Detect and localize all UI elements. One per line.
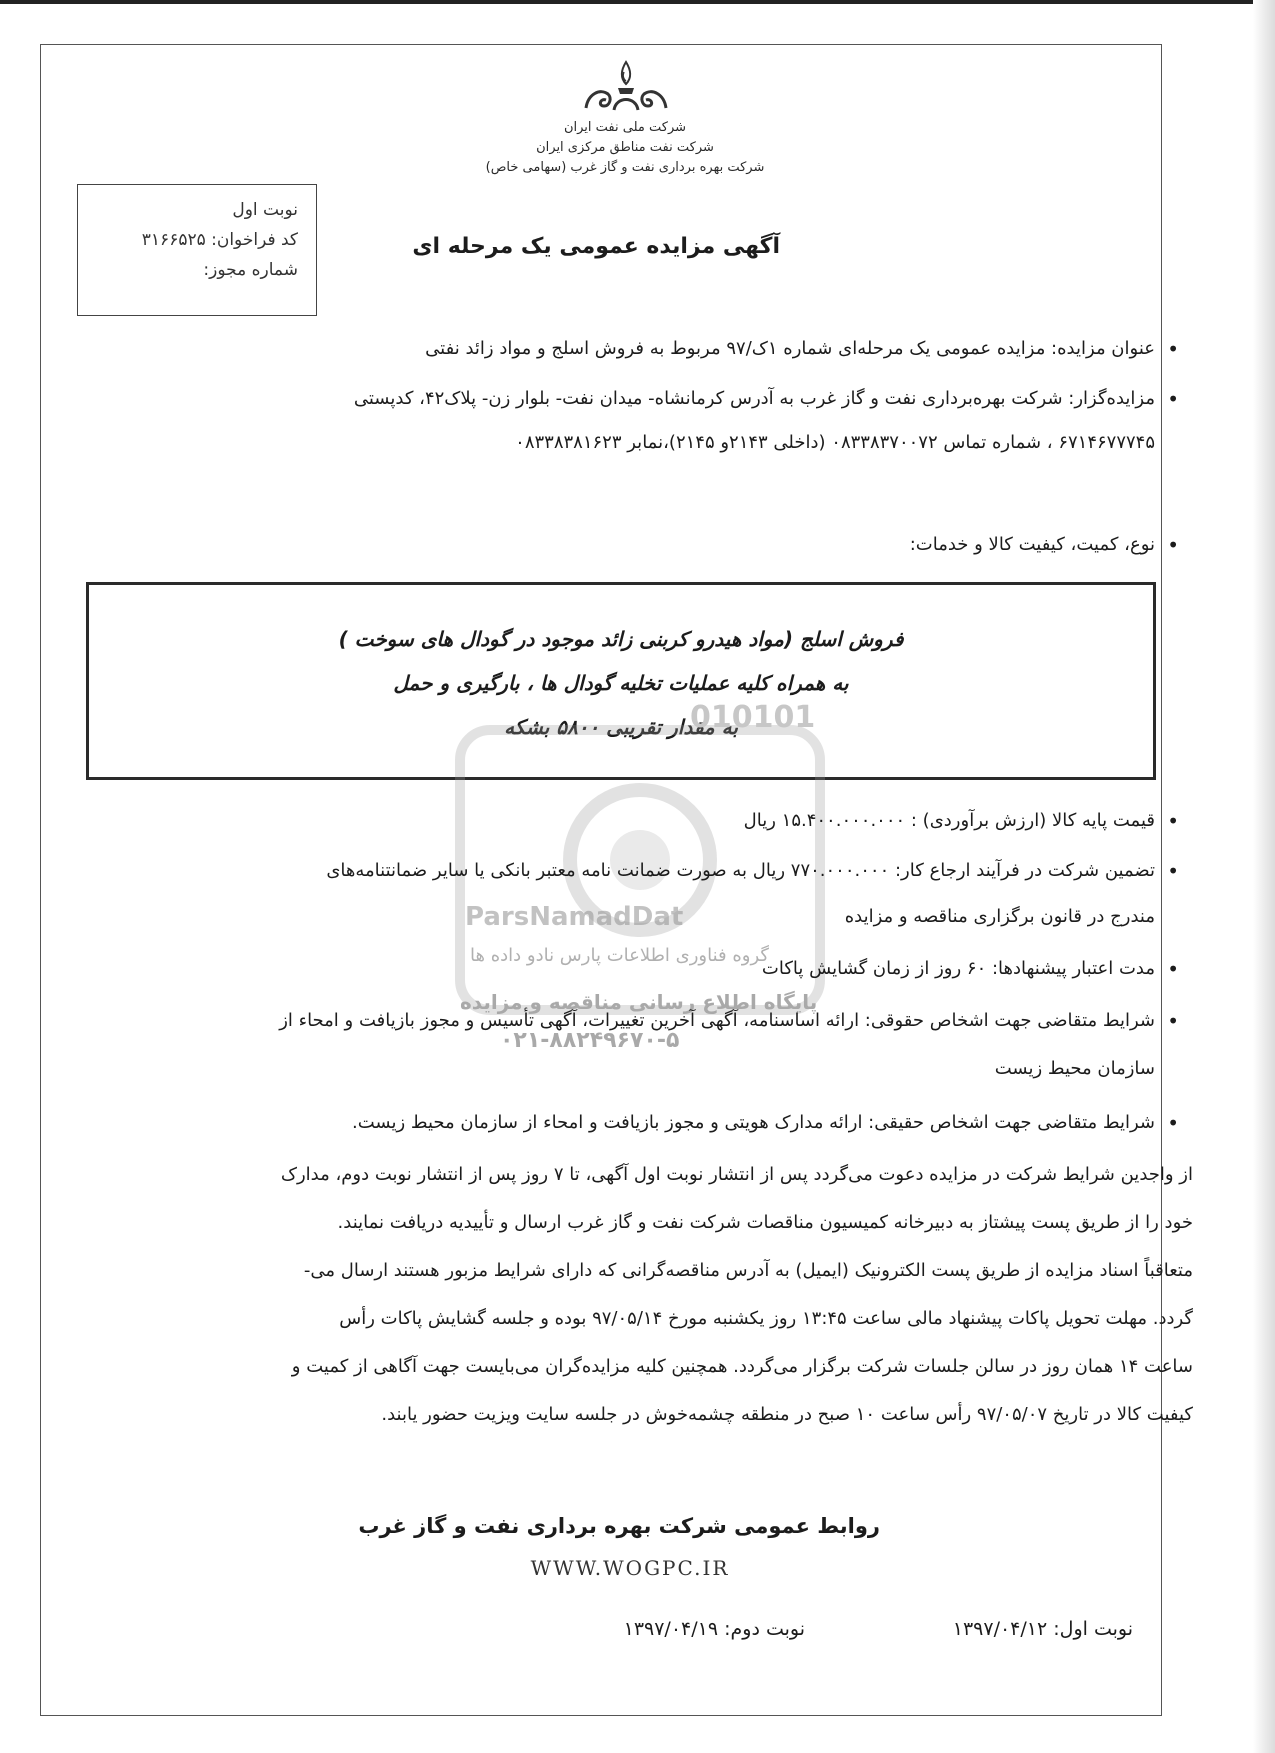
- legal-entity-line-1: • شرایط متقاضی جهت اشخاص حقوقی: ارائه اساسنامه، آگهی آخرین تغییرات، آگهی تأسیس و مجوز بازیافت و امحاء از: [279, 1002, 1155, 1040]
- organizer-line-1: • مزایده‌گزار: شرکت بهره‌برداری نفت و گاز غرب به آدرس کرمانشاه- میدان نفت- بلوار زن- پلاک۴۲، کدپستی: [354, 380, 1155, 418]
- call-code: کد فراخوان: ۳۱۶۶۵۲۵: [141, 230, 298, 250]
- guarantee-line-1: • تضمین شرکت در فرآیند ارجاع کار: ۷۷۰.۰۰۰.۰۰۰ ریال به صورت ضمانت نامه معتبر بانکی یا سایر ضمانتنامه‌های: [326, 852, 1155, 890]
- nioc-logo-icon: [566, 58, 686, 118]
- scan-edge-top: [0, 0, 1275, 4]
- first-round-date: نوبت اول: ۱۳۹۷/۰۴/۱۲: [952, 1618, 1133, 1640]
- organizer-line-2: ۶۷۱۴۶۷۷۷۴۵ ، شماره تماس ۰۸۳۳۸۳۷۰۰۷۲ (داخلی ۲۱۴۳و ۲۱۴۵)،نمابر ۰۸۳۳۸۳۸۱۶۲۳: [515, 432, 1155, 453]
- page-title: آگهی مزایده عمومی یک مرحله ای: [412, 234, 780, 259]
- goods-line: به مقدار تقریبی ۵۸۰۰ بشکه: [504, 715, 738, 739]
- org-line: شرکت بهره برداری نفت و گاز غرب (سهامی خاص): [485, 160, 765, 175]
- closing-line: ساعت ۱۴ همان روز در سالن جلسات شرکت برگزار می‌گردد. همچنین کلیه مزایده‌گران می‌بایست جهت آگاهی از کمیت و: [291, 1356, 1193, 1377]
- website-url: WWW.WOGPC.IR: [530, 1556, 730, 1580]
- legal-entity-line-2: سازمان محیط زیست: [994, 1058, 1155, 1079]
- call-info-box: [77, 184, 317, 316]
- watermark-line-2: پایگاه اطلاع رسانی مناقصه و مزایده: [460, 990, 818, 1014]
- watermark-phone: ۰۲۱-۸۸۲۴۹۶۷۰-۵: [500, 1028, 680, 1053]
- watermark-line-1: گروه فناوری اطلاعات پارس نادو داده ها: [470, 945, 769, 966]
- org-line: شرکت نفت مناطق مرکزی ایران: [536, 140, 714, 155]
- auction-subject: • عنوان مزایده: مزایده عمومی یک مرحله‌ای شماره ۱ک/۹۷ مربوط به فروش اسلج و مواد زائد نفتی: [425, 330, 1155, 368]
- closing-line: خود را از طریق پست پیشتاز به دبیرخانه کمیسیون مناقصات شرکت نفت و گاز غرب ارسال و تأییدیه دریافت نمایند.: [337, 1212, 1193, 1233]
- org-line: شرکت ملی نفت ایران: [563, 120, 687, 135]
- proposal-validity: • مدت اعتبار پیشنهادها: ۶۰ روز از زمان گشایش پاکات: [762, 950, 1155, 988]
- second-round-date: نوبت دوم: ۱۳۹۷/۰۴/۱۹: [623, 1618, 805, 1640]
- goods-line: فروش اسلج (مواد هیدرو کربنی زائد موجود در گودال های سوخت ): [338, 627, 904, 651]
- goods-line: به همراه کلیه عملیات تخلیه گودال ها ، بارگیری و حمل: [393, 671, 849, 695]
- goods-heading: • نوع، کمیت، کیفیت کالا و خدمات:: [910, 526, 1155, 564]
- closing-line: از واجدین شرایط شرکت در مزایده دعوت می‌گردد پس از انتشار نوبت اول آگهی، تا ۷ روز پس از انتشار نوبت دوم، مدارک: [280, 1164, 1193, 1185]
- watermark-digits: 010101: [690, 700, 816, 735]
- round-label: نوبت اول: [232, 200, 298, 220]
- natural-person-conditions: • شرایط متقاضی جهت اشخاص حقیقی: ارائه مدارک هویتی و مجوز بازیافت و امحاء از سازمان محیط زیست.: [352, 1104, 1155, 1142]
- watermark-brand: ParsNamadDat: [465, 902, 684, 932]
- permit-number: شماره مجوز:: [203, 260, 298, 280]
- guarantee-line-2: مندرج در قانون برگزاری مناقصه و مزایده: [844, 906, 1155, 927]
- closing-line: کیفیت کالا در تاریخ ۹۷/۰۵/۰۷ رأس ساعت ۱۰ صبح در منطقه چشمه‌خوش در جلسه سایت ویزیت حضور یابند.: [381, 1404, 1193, 1425]
- scan-edge-right: [1253, 0, 1275, 1753]
- public-relations-signature: روابط عمومی شرکت بهره برداری نفت و گاز غرب: [358, 1514, 880, 1538]
- organization-header: [420, 118, 830, 178]
- goods-description-box: [86, 582, 1156, 780]
- closing-line: متعاقباً اسناد مزایده از طریق پست الکترونیک (ایمیل) به آدرس مناقصه‌گرانی که دارای شرایط مزبور هستند ارسال می-: [303, 1260, 1193, 1281]
- base-price: • قیمت پایه کالا (ارزش برآوردی) : ۱۵.۴۰۰.۰۰۰.۰۰۰ ریال: [744, 802, 1155, 840]
- closing-line: گردد. مهلت تحویل پاکات پیشنهاد مالی ساعت ۱۳:۴۵ روز یکشنبه مورخ ۹۷/۰۵/۱۴ بوده و جلسه گشایش پاکات رأس: [339, 1308, 1193, 1329]
